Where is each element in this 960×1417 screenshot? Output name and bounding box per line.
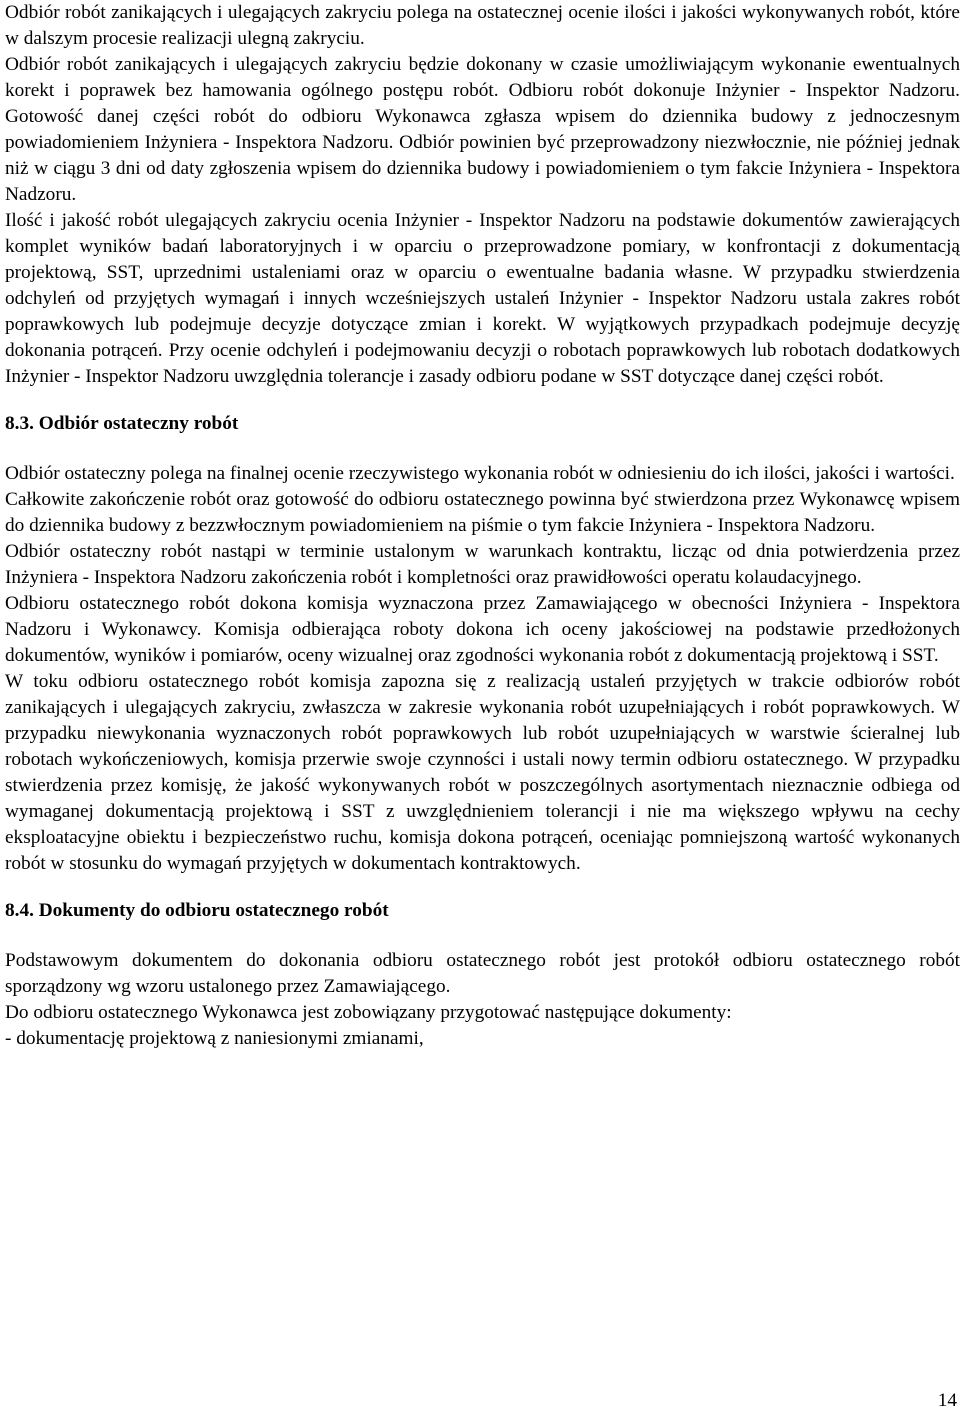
paragraph-dokumenty-lista-intro: Do odbioru ostatecznego Wykonawca jest zobowiązany przygotować następujące dokumenty: bbox=[5, 1002, 732, 1023]
paragraph-komisja: Odbioru ostatecznego robót dokona komisja wyznaczona przez Zamawiającego w obecności Inżyniera - Inspektora Nadzoru i Wykonawcy. Komisja odbierająca roboty dokona ich oceny jakościowej na podstawie przedłożonych dokumentów, wyników i pomiarów, oceny wizualnej oraz zgodności wykonania robót z dokumentacją projektową i SST. bbox=[5, 593, 960, 666]
paragraph-ilosc-jakosc: Ilość i jakość robót ulegających zakryciu ocenia Inżynier - Inspektor Nadzoru na podstawie dokumentów zawierających komplet wyników badań laboratoryjnych i w oparciu o przeprowadzone pomiary, w konfrontacji z dokumentacją projektową, SST, uprzednimi ustaleniami oraz w oparciu o ewentualne badania własne. W przypadku stwierdzenia odchyleń od przyjętych wymagań i innych wcześniejszych ustaleń Inżynier - Inspektor Nadzoru ustala zakres robót poprawkowych lub podejmuje decyzje dotyczące zmian i korekt. W wyjątkowych przypadkach podejmuje decyzję dokonania potrąceń. Przy ocenie odchyleń i podejmowaniu decyzji o robotach poprawkowych lub robotach dodatkowych Inżynier - Inspektor Nadzoru uwzględnia tolerancje i zasady odbioru podane w SST dotyczące danej części robót. bbox=[5, 210, 960, 387]
paragraph-odbior-termin: Odbiór robót zanikających i ulegających zakryciu będzie dokonany w czasie umożliwiającym wykonanie ewentualnych korekt i poprawek bez hamowania ogólnego postępu robót. Odbioru robót dokonuje Inżynier - Inspektor Nadzoru. Gotowość danej części robót do odbioru Wykonawca zgłasza wpisem do dziennika budowy z jednoczesnym powiadomieniem Inżyniera - Inspektora Nadzoru. Odbiór powinien być przeprowadzony niezwłocznie, nie później jednak niż w ciągu 3 dni od daty zgłoszenia wpisem do dziennika budowy i powiadomieniem o tym fakcie Inżyniera - Inspektora Nadzoru. bbox=[5, 54, 960, 205]
paragraph-toku-odbioru: W toku odbioru ostatecznego robót komisja zapozna się z realizacją ustaleń przyjętych w trakcie odbiorów robót zanikających i ulegających zakryciu, zwłaszcza w zakresie wykonania robót uzupełniających i robót poprawkowych. W przypadku niewykonania wyznaczonych robót poprawkowych lub robót uzupełniających w warstwie ścieralnej lub robotach wykończeniowych, komisja przerwie swoje czynności i ustali nowy termin odbioru ostatecznego. W przypadku stwierdzenia przez komisję, że jakość wykonywanych robót w poszczególnych asortymentach nieznacznie odbiega od wymaganej dokumentacją projektową i SST z uwzględnieniem tolerancji i nie ma większego wpływu na cechy eksploatacyjne obiektu i bezpieczeństwo ruchu, komisja dokona potrąceń, oceniając pomniejszoną wartość wykonanych robót w stosunku do wymagań przyjętych w dokumentach kontraktowych. bbox=[5, 671, 960, 874]
paragraph-termin-odbioru: Odbiór ostateczny robót nastąpi w terminie ustalonym w warunkach kontraktu, licząc od dnia potwierdzenia przez Inżyniera - Inspektora Nadzoru zakończenia robót i kompletności oraz prawidłowości operatu kolaudacyjnego. bbox=[5, 541, 960, 588]
paragraph-odbior-ostateczny: Odbiór ostateczny polega na finalnej ocenie rzeczywistego wykonania robót w odniesieniu do ich ilości, jakości i wartości. bbox=[5, 463, 955, 484]
paragraph-zakonczenie-robot: Całkowite zakończenie robót oraz gotowość do odbioru ostatecznego powinna być stwierdzona przez Wykonawcę wpisem do dziennika budowy z bezzwłocznym powiadomieniem na piśmie o tym fakcie Inżyniera - Inspektora Nadzoru. bbox=[5, 489, 960, 536]
paragraph-podstawowy-dokument: Podstawowym dokumentem do dokonania odbioru ostatecznego robót jest protokół odbioru ostatecznego robót sporządzony wg wzoru ustalonego przez Zamawiającego. bbox=[5, 950, 960, 997]
section-heading-8-4: 8.4. Dokumenty do odbioru ostatecznego robót bbox=[5, 900, 389, 921]
paragraph-intro: Odbiór robót zanikających i ulegających zakryciu polega na ostatecznej ocenie ilości i jakości wykonywanych robót, które w dalszym procesie realizacji ulegną zakryciu. bbox=[5, 2, 960, 49]
page-number: 14 bbox=[937, 1390, 957, 1411]
section-heading-8-3: 8.3. Odbiór ostateczny robót bbox=[5, 413, 239, 434]
document-page bbox=[5, 0, 960, 1052]
list-item-dokumentacja: - dokumentację projektową z naniesionymi zmianami, bbox=[5, 1028, 424, 1049]
